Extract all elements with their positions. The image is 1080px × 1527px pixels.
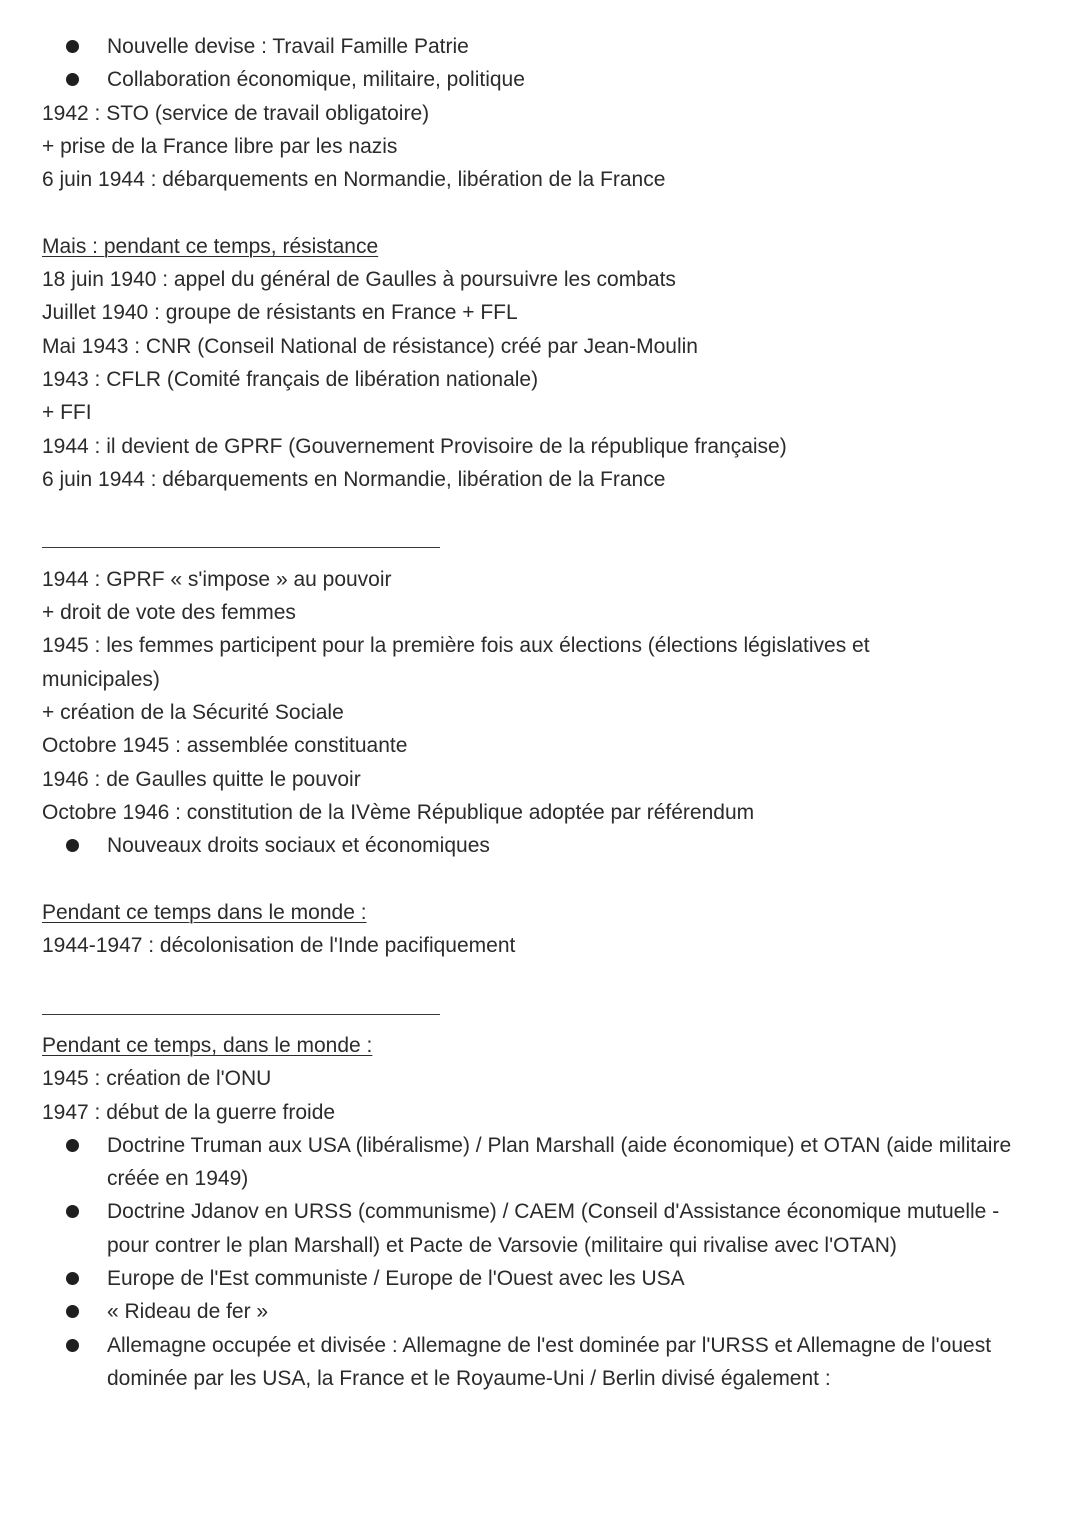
text-line: 1944 : GPRF « s'impose » au pouvoir — [42, 567, 392, 591]
bullet-item — [42, 30, 1020, 63]
bullet-item — [42, 1195, 1020, 1262]
text-line: 18 juin 1940 : appel du général de Gaulles à poursuivre les combats — [42, 268, 676, 292]
bullet-text: Europe de l'Est communiste / Europe de l'Ouest avec les USA — [107, 1266, 685, 1290]
text-line: 6 juin 1944 : débarquements en Normandie, libération de la France — [42, 467, 666, 491]
text-line: Juillet 1940 : groupe de résistants en France + FFL — [42, 301, 518, 325]
bullet-dot-icon — [66, 40, 79, 53]
text-line: + droit de vote des femmes — [42, 601, 296, 625]
spacer — [42, 962, 1020, 995]
text-line: 1944 : il devient de GPRF (Gouvernement Provisoire de la république française) — [42, 434, 787, 458]
text-line: Octobre 1945 : assemblée constituante — [42, 734, 408, 758]
text-line: + prise de la France libre par les nazis — [42, 134, 398, 158]
bullet-text: Doctrine Truman aux USA (libéralisme) / Plan Marshall (aide économique) et OTAN (aide militaire créée en 1949) — [107, 1133, 1012, 1191]
text-line: + création de la Sécurité Sociale — [42, 700, 344, 724]
text-line: 1944-1947 : décolonisation de l'Inde pacifiquement — [42, 934, 516, 958]
bullet-dot-icon — [66, 1272, 79, 1285]
spacer — [42, 862, 1020, 895]
bullet-text: Nouveaux droits sociaux et économiques — [107, 834, 490, 858]
text-line: 6 juin 1944 : débarquements en Normandie, libération de la France — [42, 168, 666, 192]
bullet-text: Nouvelle devise : Travail Famille Patrie — [107, 35, 469, 58]
bullet-dot-icon — [66, 1139, 79, 1152]
bullet-item — [42, 1295, 1020, 1328]
text-line: 1942 : STO (service de travail obligatoire) — [42, 101, 430, 125]
bullet-item — [42, 63, 1020, 96]
bullet-dot-icon — [66, 839, 79, 852]
text-line: Mai 1943 : CNR (Conseil National de résistance) créé par Jean-Moulin — [42, 334, 698, 358]
bullet-item — [42, 1262, 1020, 1295]
text-line: 1943 : CFLR (Comité français de libération nationale) — [42, 367, 539, 391]
bullet-dot-icon — [66, 73, 79, 86]
text-line: 1945 : création de l'ONU — [42, 1067, 272, 1091]
text-line: 1946 : de Gaulles quitte le pouvoir — [42, 767, 361, 791]
text-paragraph: 1945 : les femmes participent pour la première fois aux élections (élections législatives et municipales) — [42, 634, 870, 691]
spacer — [42, 496, 1020, 529]
text-line: Octobre 1946 : constitution de la IVème République adoptée par référendum — [42, 800, 755, 824]
horizontal-divider — [42, 529, 1020, 562]
text-line: 1947 : début de la guerre froide — [42, 1100, 336, 1124]
bullet-text: Collaboration économique, militaire, politique — [107, 68, 525, 92]
section-heading: Pendant ce temps, dans le monde : — [42, 1033, 373, 1057]
bullet-item — [42, 829, 1020, 862]
bullet-item — [42, 1129, 1020, 1196]
bullet-text: Doctrine Jdanov en URSS (communisme) / CAEM (Conseil d'Assistance économique mutuelle - pour contrer le plan Marshall) et Pacte de Varsovie (militaire qui rivalise avec l'OTAN) — [107, 1200, 1000, 1257]
section-heading: Pendant ce temps dans le monde : — [42, 900, 367, 924]
bullet-dot-icon — [66, 1339, 79, 1352]
bullet-dot-icon — [66, 1305, 79, 1318]
text-line: + FFI — [42, 401, 92, 425]
bullet-text: Allemagne occupée et divisée : Allemagne de l'est dominée par l'URSS et Allemagne de l'ouest dominée par les USA, la France et le Royaume-Uni / Berlin divisé également : — [107, 1333, 992, 1390]
spacer — [42, 196, 1020, 229]
bullet-text: « Rideau de fer » — [107, 1300, 269, 1324]
bullet-item — [42, 1329, 1020, 1396]
bullet-dot-icon — [66, 1205, 79, 1218]
horizontal-divider — [42, 996, 1020, 1029]
section-heading: Mais : pendant ce temps, résistance — [42, 234, 379, 258]
